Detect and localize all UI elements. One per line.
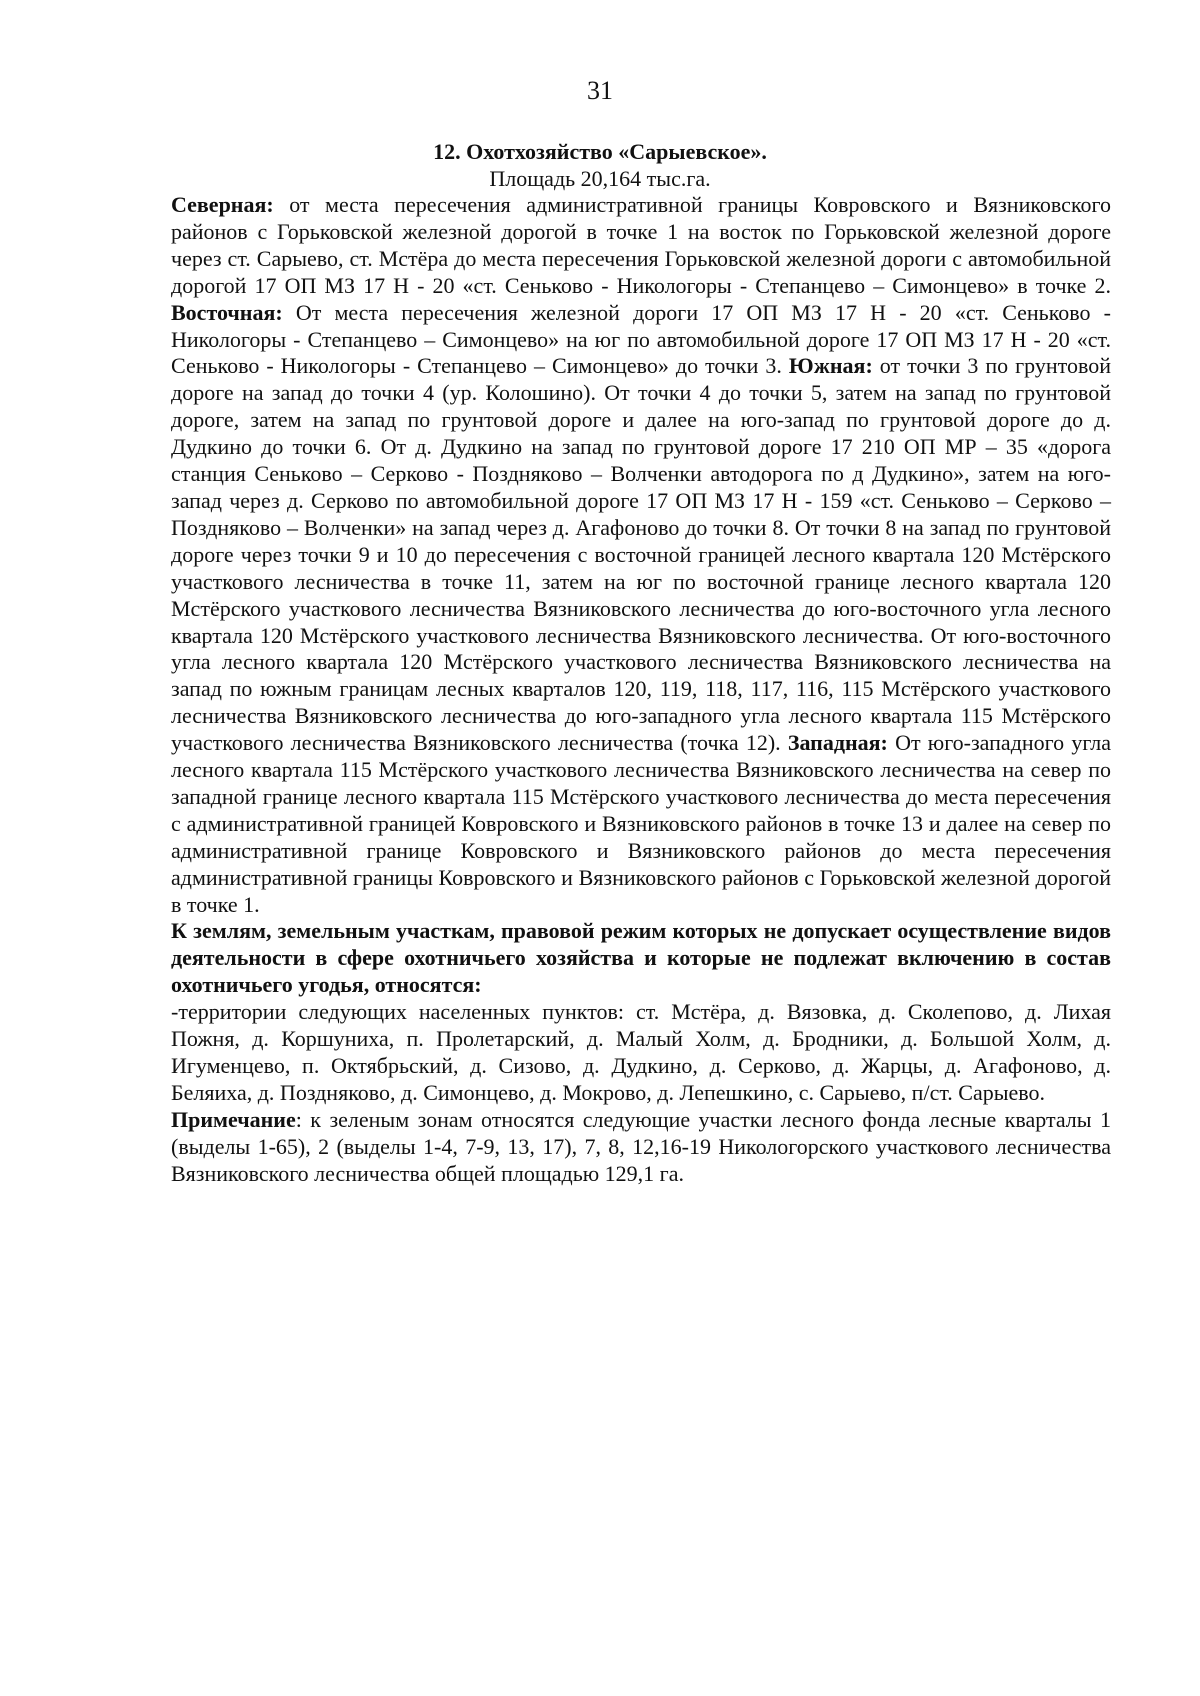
north-boundary-label: Северная: xyxy=(171,192,274,217)
area-line: Площадь 20,164 тыс.га. xyxy=(489,166,711,191)
south-boundary-label: Южная: xyxy=(788,353,873,379)
excluded-settlements-text: -территории следующих населенных пунктов: ст. Мстёра, д. Вязовка, д. Сколепово, д. Лихая Пожня, д. Коршуниха, п. Пролетарский, д. Малый Холм, д. Бродники, д. Большой Холм, д. Игуменцево, п. Октябрьский, д. Сизово, д. Дудкино, д. Серково, д. Жарцы, д. Агафоново, д. Беляиха, д. Поздняково, д. Симонцево, д. Мокрово, д. Лепешкино, с. Сарыево, п/ст. Сарыево. xyxy=(171,999,1111,1105)
north-boundary-text: от места пересечения административной границы Ковровского и Вязниковского районов с Горьковской железной дорогой в точке 1 на восток по Горьковской железной дороге через ст. Сарыево, ст. Мстёра до места пересечения Горьковской железной дороги с автомобильной дорогой 17 ОП МЗ 17 Н - 20 «ст. Сеньково - Никологоры - Степанцево – Симонцево» в точке 2. xyxy=(171,192,1111,298)
note-text: : к зеленым зонам относятся следующие участки лесного фонда лесные кварталы 1 (выделы 1-65), 2 (выделы 1-4, 7-9, 13, 17), 7, 8, 12,16-19 Никологорского участкового лесничества Вязниковского лесничества общей площадью 129,1 га. xyxy=(171,1106,1111,1186)
east-boundary-text: От места пересечения железной дороги 17 ОП МЗ 17 Н - 20 «ст. Сеньково - Никологоры - Степанцево – Симонцево» на юг по автомобильной дороге 17 ОП МЗ 17 Н - 20 «ст. Сеньково - Никологоры - Степанцево – Симонцево» до точки 3. xyxy=(171,299,1111,379)
excluded-lands-heading: К землям, земельным участкам, правовой режим которых не допускает осуществление видов деятельности в сфере охотничьего хозяйства и которые не подлежат включению в состав охотничьего угодья, относятся: xyxy=(171,918,1111,998)
west-boundary-text: От юго-западного угла лесного квартала 115 Мстёрского участкового лесничества Вязниковского лесничества на север по западной границе лесного квартала 115 Мстёрского участкового лесничества до места пересечения с административной границей Ковровского и Вязниковского районов в точке 13 и далее на север по административной границе Ковровского и Вязниковского районов до места пересечения административной границы Ковровского и Вязниковского районов с Горьковской железной дорогой в точке 1. xyxy=(171,730,1111,917)
boundaries-paragraph xyxy=(171,192,1111,918)
south-boundary-text: от точки 3 по грунтовой дороге на запад до точки 4 (ур. Колошино). От точки 4 до точки 5, затем на запад по грунтовой дороге, затем на запад по грунтовой дороге и далее на юго-запад по грунтовой дороге до д. Дудкино до точки 6. От д. Дудкино на запад по грунтовой дороге 17 210 ОП МР – 35 «дорога станция Сеньково – Серково - Поздняково – Волченки автодорога по д Дудкино», затем на юго-запад через д. Серково по автомобильной дороге 17 ОП МЗ 17 Н - 159 «ст. Сеньково – Серково – Поздняково – Волченки» на запад через д. Агафоново до точки 8. От точки 8 на запад по грунтовой дороге через точки 9 и 10 до пересечения с восточной границей лесного квартала 120 Мстёрского участкового лесничества в точке 11, затем на юг по восточной границе лесного квартала 120 Мстёрского участкового лесничества Вязниковского лесничества до юго-восточного угла лесного квартала 120 Мстёрского участкового лесничества Вязниковского лесничества. От юго-восточного угла лесного квартала 120 Мстёрского участкового лесничества Вязниковского лесничества на запад по южным границам лесных кварталов 120, 119, 118, 117, 116, 115 Мстёрского участкового лесничества Вязниковского лесничества до юго-западного угла лесного квартала 115 Мстёрского участкового лесничества Вязниковского лесничества (точка 12). xyxy=(171,353,1111,756)
west-boundary-label: Западная: xyxy=(787,730,888,756)
note-label: Примечание xyxy=(171,1106,296,1132)
section-title: 12. Охотхозяйство «Сарыевское». xyxy=(433,139,767,164)
document-body xyxy=(171,192,1111,1188)
page-number: 31 xyxy=(587,76,613,105)
east-boundary-label: Восточная: xyxy=(171,299,283,325)
note-paragraph xyxy=(171,1107,1111,1188)
